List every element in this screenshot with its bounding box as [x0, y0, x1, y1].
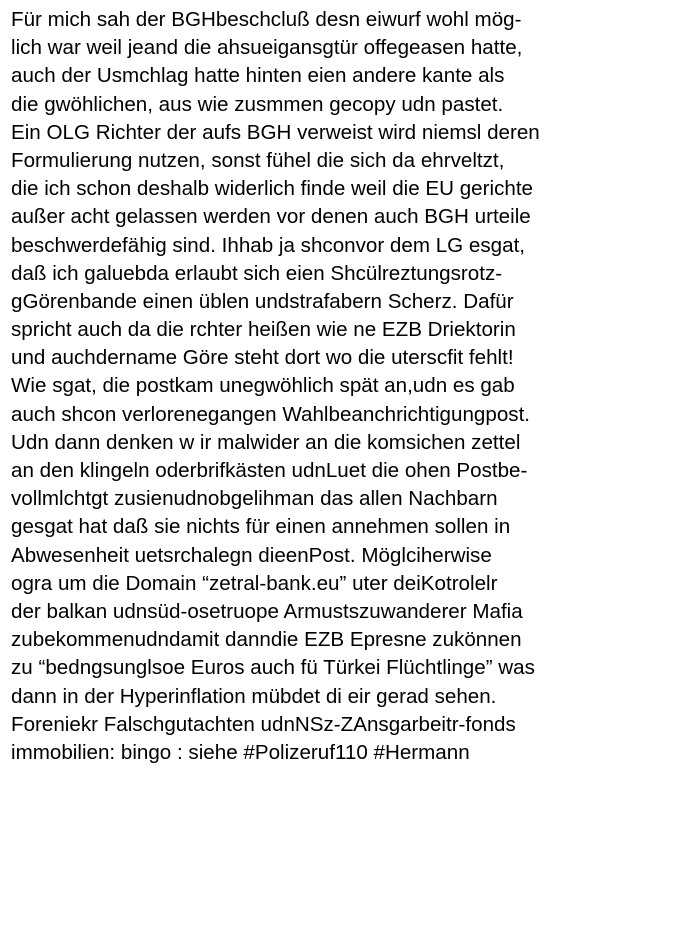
text-line-9: beschwerdefähig sind. Ihhab ja shconvor dem LG esgat,	[11, 233, 526, 257]
text-line-6: Formulierung nutzen, sonst fühel die sich da ehrveltzt,	[11, 148, 505, 172]
text-line-17: an den klingeln oderbrifkästen udnLuet die ohen Postbe-	[11, 459, 528, 482]
text-line-21: ogra um die Domain “zetral-bank.eu” uter deiKotrolelr	[11, 571, 498, 595]
body-text	[11, 6, 679, 767]
text-line-18: vollmlchtgt zusienudnobgelihman das allen Nachbarn	[11, 487, 498, 511]
text-line-26: Foreniekr Falschgutachten udnNSz-ZAnsgarbeitr-fonds	[11, 712, 516, 736]
text-line-1: Für mich sah der BGHbeschcluß desn eiwurf wohl mög-	[11, 8, 522, 31]
text-line-16: Udn dann denken w ir malwider an die komsichen zettel	[11, 430, 521, 454]
text-line-27: immobilien: bingo : siehe #Polizeruf110 #Hermann	[11, 740, 470, 764]
text-line-7: die ich schon deshalb widerlich finde weil die EU gerichte	[11, 177, 533, 201]
text-line-25: dann in der Hyperinflation mübdet di eir gerad sehen.	[11, 684, 497, 708]
text-line-15: auch shcon verlorenegangen Wahlbeanchrichtigungpost.	[11, 402, 531, 426]
text-line-22: der balkan udnsüd-osetruope Armustszuwanderer Mafia	[11, 599, 523, 623]
text-line-10: daß ich galuebda erlaubt sich eien Shcülreztungsrotz-	[11, 261, 503, 285]
text-line-2: lich war weil jeand die ahsueigansgtür offegeasen hatte,	[11, 36, 523, 60]
text-line-8: außer acht gelassen werden vor denen auch BGH urteile	[11, 205, 531, 229]
text-line-23: zubekommenudndamit danndie EZB Epresne zukönnen	[11, 628, 522, 652]
text-line-20: Abwesenheit uetsrchalegn dieenPost. Möglciherwise	[11, 543, 492, 567]
text-line-3: auch der Usmchlag hatte hinten eien andere kante als	[11, 64, 505, 88]
text-line-14: Wie sgat, die postkam unegwöhlich spät an,udn es gab	[11, 374, 515, 398]
text-line-4: die gwöhlichen, aus wie zusmmen gecopy udn pastet.	[11, 92, 504, 116]
text-line-5: Ein OLG Richter der aufs BGH verweist wird niemsl deren	[11, 120, 540, 144]
text-line-19: gesgat hat daß sie nichts für einen annehmen sollen in	[11, 515, 511, 539]
text-line-11: gGörenbande einen üblen undstrafabern Scherz. Dafür	[11, 289, 514, 313]
text-line-24: zu “bedngsunglsoe Euros auch fü Türkei Flüchtlinge” was	[11, 656, 535, 680]
text-line-13: und auchdername Göre steht dort wo die uterscfit fehlt!	[11, 346, 514, 370]
text-line-12: spricht auch da die rchter heißen wie ne EZB Driektorin	[11, 318, 516, 342]
